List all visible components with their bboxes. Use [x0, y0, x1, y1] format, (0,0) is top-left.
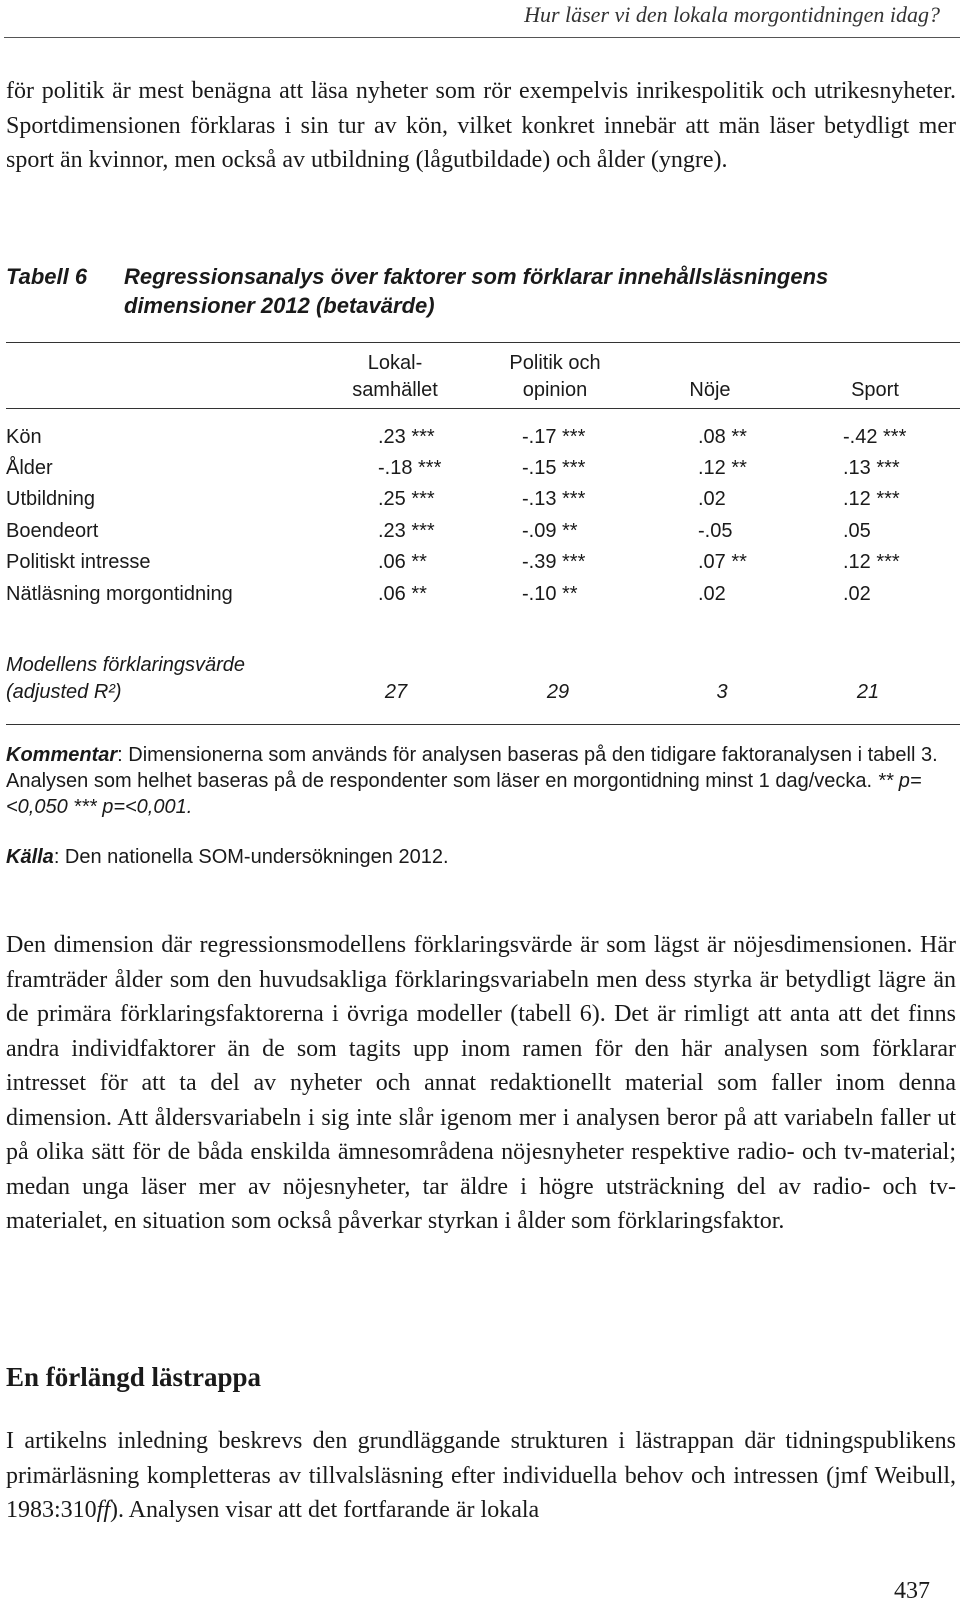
body-paragraph: Den dimension där regressionsmodellens förklaringsvärde är som lägst är nöjesdimensionen. Här framträder ålder som den huvudsakliga förklaringsvariabeln men dess styrka är betydligt lägre än de primära förklaringsfaktorerna i övriga modeller (tabell 6). Det är rimligt att anta att det finns andra individfaktorer än de som tagits upp inom ramen för den här analysen som förklarar intresset för att ta del av nyheter och annat redaktionellt material som faller inom denna dimension. Att åldersvariabeln i sig inte slår igenom mer i analysen beror på att variabeln faller ut på olika sätt för de båda enskilda ämnesområdena nöjesnyheter respektive radio- och tv-material; medan unga läser mer av nöjesnyheter, tar äldre i högre utsträckning del av radio- och tv-materialet, en situation som också påverkar styrkan i ålder som förklaringsfaktor.: [6, 932, 956, 1234]
column-header-lokalsamhallet: [340, 350, 450, 404]
table-row: [6, 578, 956, 610]
row-label: Boendeort: [6, 520, 99, 542]
table-cell: .02: [698, 488, 726, 510]
table-label: Tabell 6: [6, 264, 88, 289]
column-header-line: samhället: [352, 379, 438, 401]
table-cell: .06 **: [378, 551, 427, 573]
table-cell: .12 ***: [843, 551, 900, 573]
column-header-line: opinion: [522, 379, 588, 401]
table-cell: .23 ***: [378, 426, 435, 448]
table-cell: .08 **: [698, 426, 747, 448]
significance-note: ** p=<0,050 *** p=<0,001.: [6, 770, 922, 818]
table-cell: -.42 ***: [843, 426, 907, 448]
model-fit-value: 29: [546, 681, 570, 703]
body-paragraph: för politik är mest benägna att läsa nyheter som rör exempelvis inrikespolitik och utrikesnyheter. Sportdimensionen förklaras i sin tur av kön, vilket konkret innebär att män läser betydligt mer sport än kvinnor, men också av utbildning (lågutbildade) och ålder (yngre).: [6, 78, 956, 173]
table-source: [6, 844, 956, 870]
model-fit-value: 27: [384, 681, 408, 703]
table-cell: -.39 ***: [522, 551, 586, 573]
table-cell: -.10 **: [522, 583, 578, 605]
column-header-line: Nöje: [689, 379, 731, 401]
model-fit-label: [6, 652, 245, 706]
table-row: [6, 483, 956, 515]
table-top-rule: [6, 342, 960, 343]
source-label: Källa: [6, 846, 54, 868]
table-cell: -.15 ***: [522, 457, 586, 479]
page-number: 437: [894, 1578, 930, 1604]
table-cell: -.05: [698, 520, 733, 542]
body-paragraph: [6, 1424, 956, 1528]
row-label: Ålder: [6, 457, 53, 479]
table-cell: -.18 ***: [378, 457, 442, 479]
row-label: Utbildning: [6, 488, 95, 510]
table-cell: .23 ***: [378, 520, 435, 542]
table-cell: .25 ***: [378, 488, 435, 510]
table-row: [6, 452, 956, 484]
comment-label: Kommentar: [6, 744, 118, 766]
table-cell: .07 **: [698, 551, 747, 573]
comment-text: : Dimensionerna som används för analysen baseras på den tidigare faktoranalysen i tabell 3. Analysen som helhet baseras på de respondenter som läser en morgontidning minst 1 dag/vecka.: [6, 744, 938, 792]
table-row: [6, 546, 956, 578]
model-fit-label-line: Modellens förklaringsvärde: [6, 654, 246, 676]
table-header-rule: [6, 408, 960, 409]
table-cell: .02: [843, 583, 871, 605]
body-text-segment: I artikelns inledning beskrevs den grundläggande strukturen i lästrappan där tidningspublikens primärläsning kompletteras av tillvalsläsning efter individuella behov och intressen (jmf Weibull, 1983:310: [6, 1428, 956, 1523]
table-cell: -.17 ***: [522, 426, 586, 448]
table-bottom-rule: [6, 724, 960, 725]
body-text-segment: ). Analysen visar att det fortfarande är lokala: [110, 1497, 540, 1523]
header-rule: [4, 37, 960, 38]
section-heading: En förlängd lästrappa: [6, 1362, 262, 1392]
column-header-line: Sport: [851, 379, 899, 401]
column-header-line: Politik och: [509, 352, 601, 374]
table-cell: .12 ***: [843, 488, 900, 510]
table-title: Regressionsanalys över faktorer som förklarar innehållsläsningens dimensioner 2012 (betavärde): [124, 264, 829, 318]
column-header-line: Lokal-: [367, 352, 423, 374]
body-text-italic: ff: [96, 1497, 111, 1523]
row-label: Kön: [6, 426, 42, 448]
source-text: : Den nationella SOM-undersökningen 2012.: [53, 846, 449, 868]
table-cell: -.09 **: [522, 520, 578, 542]
table-cell: .05: [843, 520, 871, 542]
running-header: Hur läser vi den lokala morgontidningen idag?: [524, 2, 940, 27]
table-row: [6, 421, 956, 453]
column-header-politik: [490, 350, 620, 404]
model-fit-value: 3: [716, 681, 728, 703]
table-cell: .12 **: [698, 457, 747, 479]
row-label: Nätläsning morgontidning: [6, 583, 233, 605]
table-cell: .02: [698, 583, 726, 605]
column-header-noje: [670, 377, 750, 404]
column-header-sport: [830, 377, 920, 404]
table-cell: .13 ***: [843, 457, 900, 479]
table-comment: [6, 742, 956, 820]
table-cell: .06 **: [378, 583, 427, 605]
table-row: [6, 515, 956, 547]
model-fit-label-line: (adjusted R²): [6, 681, 122, 703]
table-cell: -.13 ***: [522, 488, 586, 510]
model-fit-value: 21: [856, 681, 880, 703]
row-label: Politiskt intresse: [6, 551, 151, 573]
